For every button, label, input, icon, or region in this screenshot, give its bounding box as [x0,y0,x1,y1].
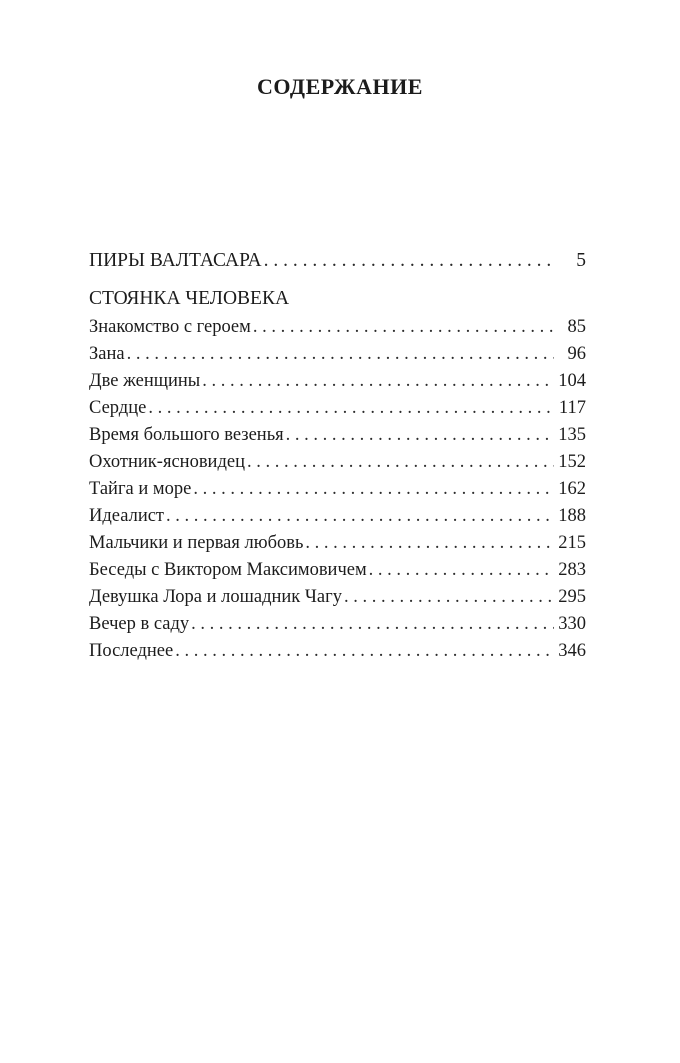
toc-entry[interactable] [89,344,586,371]
toc-entry[interactable] [89,614,586,641]
toc-entry[interactable] [89,425,586,452]
toc-entry-page: 215 [558,533,586,553]
toc-entry[interactable] [89,371,586,398]
toc-entry-page: 5 [576,250,586,271]
toc-entry[interactable] [89,641,586,668]
dot-leader [264,250,554,272]
dot-leader [166,506,554,527]
dot-leader [193,479,554,500]
toc-entry-page: 188 [558,506,586,526]
toc-entry-label: Девушка Лора и лошадник Чагу [89,587,342,607]
toc-entry-page: 295 [558,587,586,607]
toc-entry-label: Сердце [89,398,147,418]
toc-entry-label: Зана [89,344,125,364]
dot-leader [202,371,554,392]
toc-entry-label: ПИРЫ ВАЛТАСАРА [89,250,262,271]
dot-leader [247,452,554,473]
toc-entry-label: Охотник-ясновидец [89,452,245,472]
toc-entry[interactable] [89,452,586,479]
toc-entry-page: 346 [558,641,586,661]
dot-leader [191,614,554,635]
dot-leader [286,425,554,446]
toc-entry-label: Беседы с Виктором Максимовичем [89,560,367,580]
toc-entry[interactable] [89,317,586,344]
toc-entry-label: Время большого везенья [89,425,284,445]
dot-leader [305,533,554,554]
toc-entry[interactable] [89,398,586,425]
dot-leader [148,398,554,419]
dot-leader [127,344,554,365]
toc-section-heading: СТОЯНКА ЧЕЛОВЕКА [89,288,290,309]
toc-entry-page: 85 [567,317,586,337]
toc-entry[interactable] [89,506,586,533]
toc-entry-label: Две женщины [89,371,201,391]
toc-entry-label: Последнее [89,641,174,661]
page-title: СОДЕРЖАНИЕ [257,74,423,99]
toc-entry-page: 152 [558,452,586,472]
toc-entry-page: 117 [558,398,586,418]
toc-entry-page: 135 [558,425,586,445]
toc-entry[interactable] [89,533,586,560]
toc-entry-label: Вечер в саду [89,614,190,634]
dot-leader [344,587,554,608]
toc-entry-label: Мальчики и первая любовь [89,533,304,553]
toc-entry[interactable] [89,479,586,506]
dot-leader [253,317,554,338]
toc-entry-page: 96 [567,344,586,364]
toc-entry[interactable] [89,587,586,614]
toc-entry-page: 104 [558,371,586,391]
toc-entry-label: Знакомство с героем [89,317,251,337]
dot-leader [175,641,554,662]
toc-entry-page: 162 [558,479,586,499]
toc-entry[interactable] [89,560,586,587]
toc-entry-label: Тайга и море [89,479,192,499]
toc-entry-page: 283 [558,560,586,580]
toc-part-entry[interactable] [89,250,586,278]
toc-entry-label: Идеалист [89,506,165,526]
dot-leader [369,560,554,581]
table-of-contents [89,250,586,668]
toc-entry-page: 330 [558,614,586,634]
